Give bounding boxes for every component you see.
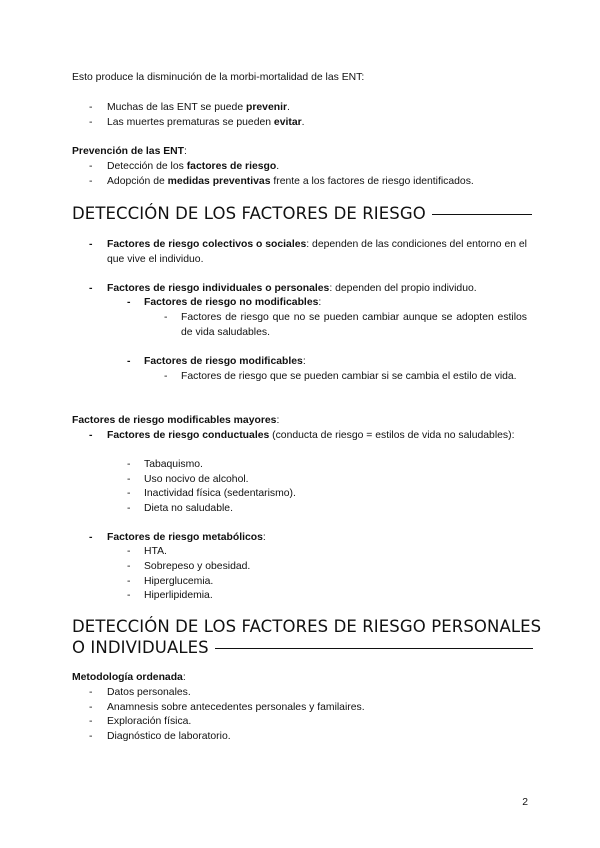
list-dash: - bbox=[127, 474, 131, 485]
heading-rule bbox=[432, 214, 532, 215]
list-item: Dieta no saludable. bbox=[144, 503, 233, 514]
list-dash: - bbox=[127, 297, 131, 308]
list-dash: - bbox=[127, 459, 131, 470]
section-heading-line2: O INDIVIDUALES bbox=[72, 637, 533, 658]
list-dash: - bbox=[89, 283, 93, 294]
list-item: Muchas de las ENT se puede prevenir. bbox=[107, 102, 290, 113]
list-item: HTA. bbox=[144, 546, 167, 557]
list-item: Factores de riesgo metabólicos: bbox=[107, 532, 266, 543]
list-dash: - bbox=[89, 430, 93, 441]
list-item: Factores de riesgo individuales o personales: dependen del propio individuo. bbox=[107, 283, 477, 294]
list-item: Factores de riesgo que no se pueden cambiar aunque se adopten estilos de vida saludables. bbox=[181, 312, 527, 338]
list-dash: - bbox=[127, 590, 131, 601]
list-item: Sobrepeso y obesidad. bbox=[144, 561, 251, 572]
list-item: Factores de riesgo colectivos o sociales: dependen de las condiciones del entorno en el que vive el individuo. bbox=[107, 239, 527, 265]
list-dash: - bbox=[89, 716, 93, 727]
list-item: Hiperlipidemia. bbox=[144, 590, 213, 601]
list-dash: - bbox=[89, 117, 93, 128]
list-item: Adopción de medidas preventivas frente a los factores de riesgo identificados. bbox=[107, 176, 474, 187]
list-dash: - bbox=[164, 371, 168, 382]
list-item: Inactividad física (sedentarismo). bbox=[144, 488, 296, 499]
list-item: Anamnesis sobre antecedentes personales y familaires. bbox=[107, 702, 365, 713]
heading-rule bbox=[215, 648, 533, 649]
page-number: 2 bbox=[522, 797, 528, 808]
list-dash: - bbox=[89, 239, 93, 250]
list-item: Hiperglucemia. bbox=[144, 576, 214, 587]
intro-paragraph: Esto produce la disminución de la morbi-mortalidad de las ENT: bbox=[72, 72, 365, 83]
section-heading: DETECCIÓN DE LOS FACTORES DE RIESGO PERSONALES bbox=[72, 617, 542, 636]
mayores-title: Factores de riesgo modificables mayores: bbox=[72, 415, 280, 426]
list-dash: - bbox=[89, 161, 93, 172]
metodologia-title: Metodología ordenada: bbox=[72, 672, 186, 683]
list-item: Diagnóstico de laboratorio. bbox=[107, 731, 231, 742]
list-dash: - bbox=[89, 176, 93, 187]
list-dash: - bbox=[89, 102, 93, 113]
list-item: Uso nocivo de alcohol. bbox=[144, 474, 249, 485]
list-dash: - bbox=[127, 503, 131, 514]
list-item: Exploración física. bbox=[107, 716, 192, 727]
list-dash: - bbox=[89, 687, 93, 698]
list-dash: - bbox=[89, 731, 93, 742]
list-item: Datos personales. bbox=[107, 687, 191, 698]
list-dash: - bbox=[89, 532, 93, 543]
prevencion-title: Prevención de las ENT: bbox=[72, 146, 187, 157]
list-item: Factores de riesgo que se pueden cambiar si se cambia el estilo de vida. bbox=[181, 371, 517, 382]
list-item: Factores de riesgo conductuales (conducta de riesgo = estilos de vida no saludables): bbox=[107, 430, 515, 441]
list-dash: - bbox=[164, 312, 168, 323]
list-dash: - bbox=[127, 356, 131, 367]
list-dash: - bbox=[127, 488, 131, 499]
list-dash: - bbox=[127, 561, 131, 572]
list-item: Factores de riesgo modificables: bbox=[144, 356, 306, 367]
list-item: Factores de riesgo no modificables: bbox=[144, 297, 322, 308]
list-dash: - bbox=[127, 576, 131, 587]
list-item: Las muertes prematuras se pueden evitar. bbox=[107, 117, 305, 128]
list-dash: - bbox=[89, 702, 93, 713]
list-item: Detección de los factores de riesgo. bbox=[107, 161, 280, 172]
list-dash: - bbox=[127, 546, 131, 557]
section-heading: DETECCIÓN DE LOS FACTORES DE RIESGO bbox=[72, 203, 532, 224]
list-item: Tabaquismo. bbox=[144, 459, 203, 470]
